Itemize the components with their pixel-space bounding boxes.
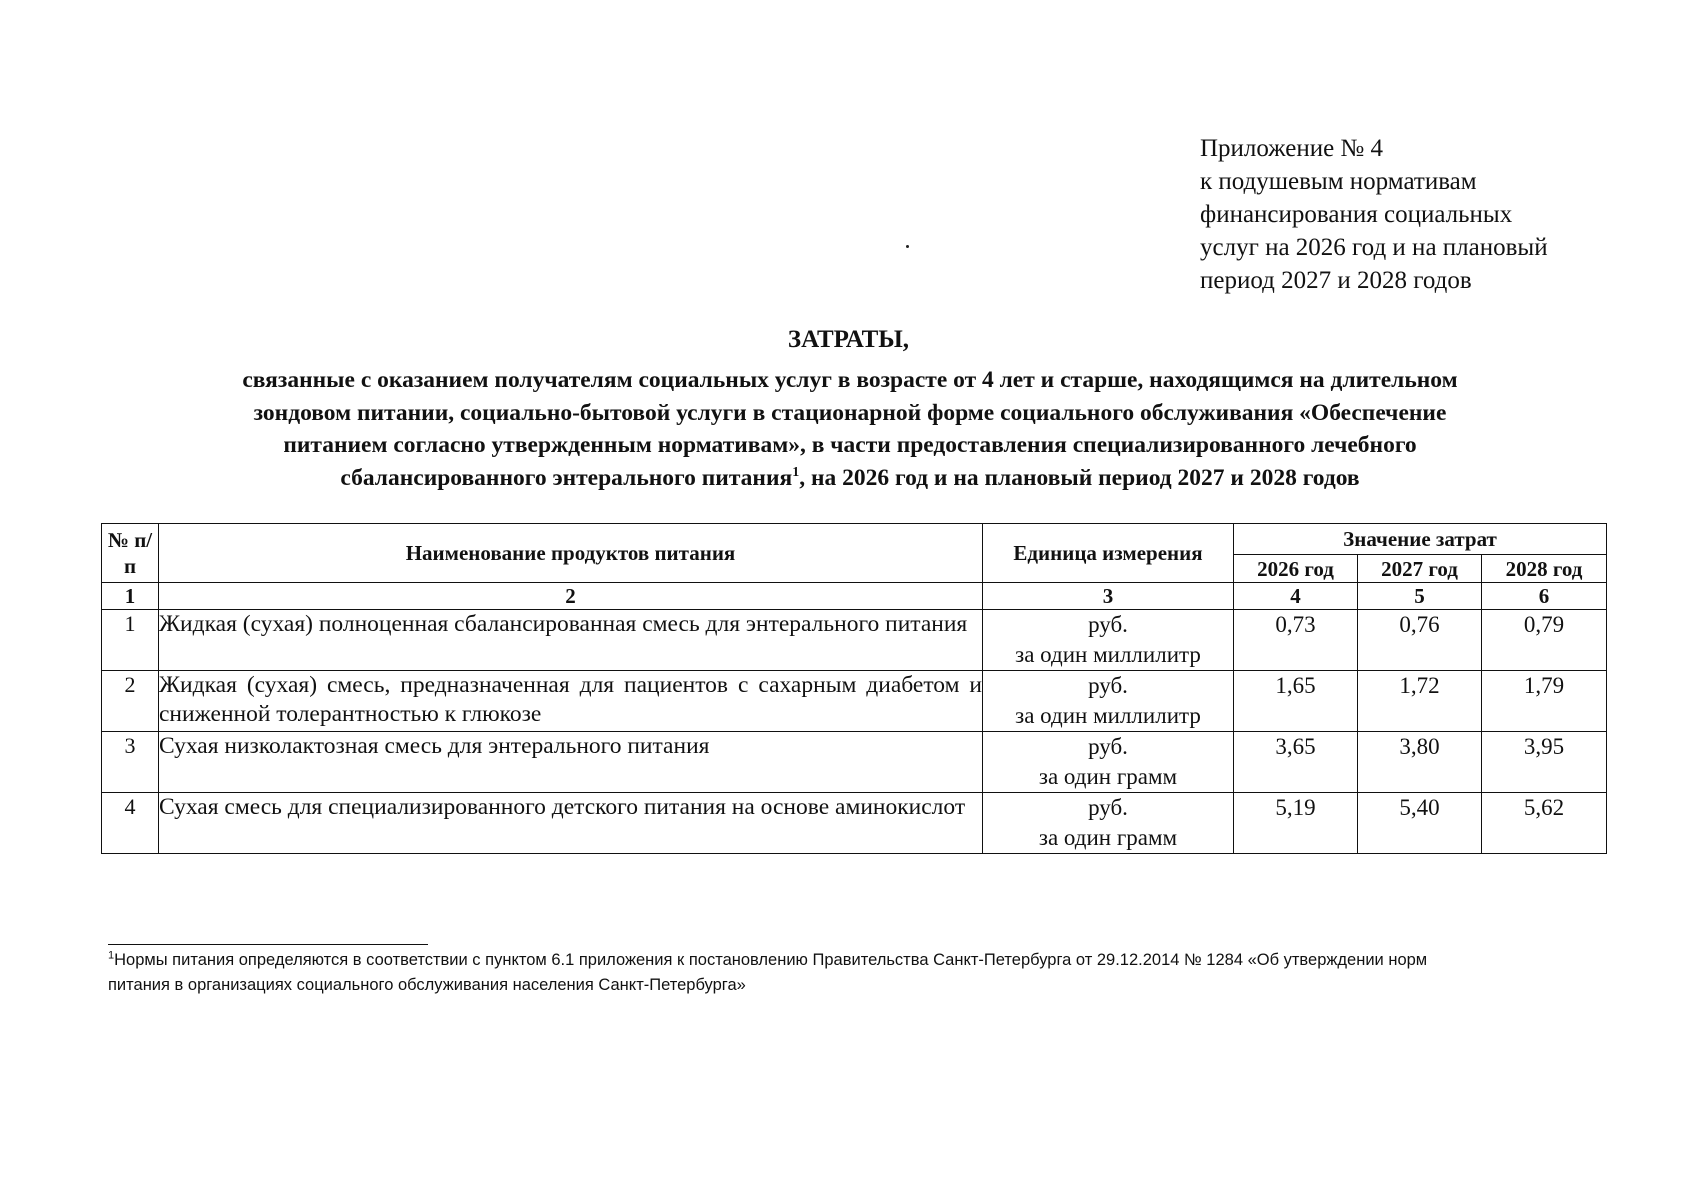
product-name: Жидкая (сухая) полноценная сбалансированная смесь для энтерального питания	[159, 610, 983, 671]
header-unit: Единица измерения	[983, 524, 1234, 583]
unit-currency: руб.	[1088, 673, 1128, 698]
row-number: 3	[102, 732, 159, 793]
value-2026: 3,65	[1234, 732, 1358, 793]
footnote-reference: 1	[792, 464, 800, 480]
unit-currency: руб.	[1088, 795, 1128, 820]
value-2028: 3,95	[1482, 732, 1607, 793]
product-name: Сухая низколактозная смесь для энтерального питания	[159, 732, 983, 793]
header-values-group: Значение затрат	[1234, 524, 1607, 555]
footnote-line	[108, 948, 1608, 973]
table-row	[102, 671, 1607, 732]
subtitle-line-start: сбалансированного энтерального питания	[340, 464, 793, 491]
subtitle-line: зондовом питании, социально-бытовой услуги в стационарной форме социального обслуживания «Обеспечение	[253, 399, 1447, 426]
value-2028: 1,79	[1482, 671, 1607, 732]
header-year-2026: 2026 год	[1234, 555, 1358, 583]
value-2026: 5,19	[1234, 793, 1358, 854]
value-2027: 0,76	[1358, 610, 1482, 671]
row-number: 1	[102, 610, 159, 671]
subtitle-line-end: , на 2026 год и на плановый период 2027 и 2028 годов	[799, 464, 1360, 491]
row-number: 4	[102, 793, 159, 854]
footnote-line: питания в организациях социального обслуживания населения Санкт-Петербурга»	[108, 976, 746, 994]
header-name: Наименование продуктов питания	[159, 524, 983, 583]
unit-measure: за один грамм	[1038, 764, 1178, 789]
footnote	[108, 948, 1608, 998]
unit-measure: за один грамм	[1038, 825, 1178, 850]
value-2027: 3,80	[1358, 732, 1482, 793]
header-year-2028: 2028 год	[1482, 555, 1607, 583]
footnote-divider	[108, 944, 428, 945]
subtitle-line	[90, 462, 1610, 495]
table-row	[102, 793, 1607, 854]
subtitle-line: питанием согласно утвержденным нормативам», в части предоставления специализированного лечебного	[283, 432, 1417, 458]
product-name: Сухая смесь для специализированного детского питания на основе аминокислот	[159, 793, 983, 854]
value-2027: 1,72	[1358, 671, 1482, 732]
header-num: № п/п	[102, 524, 159, 583]
value-2026: 1,65	[1234, 671, 1358, 732]
stray-dot	[906, 245, 909, 248]
appendix-line: период 2027 и 2028 годов	[1200, 267, 1472, 294]
table-row	[102, 732, 1607, 793]
header-year-2027: 2027 год	[1358, 555, 1482, 583]
column-number: 3	[983, 583, 1234, 610]
footnote-mark: 1	[108, 949, 115, 962]
unit-measure: за один миллилитр	[1015, 703, 1201, 728]
unit-currency: руб.	[1088, 734, 1128, 759]
unit-currency: руб.	[1088, 612, 1128, 637]
value-2028: 5,62	[1482, 793, 1607, 854]
unit-cell	[983, 671, 1234, 732]
table-row	[102, 610, 1607, 671]
unit-cell	[983, 610, 1234, 671]
column-number: 5	[1358, 583, 1482, 610]
unit-measure: за один миллилитр	[1015, 642, 1201, 667]
value-2027: 5,40	[1358, 793, 1482, 854]
appendix-line: Приложение № 4	[1200, 135, 1384, 162]
appendix-line: к подушевым нормативам	[1200, 168, 1477, 195]
column-number: 1	[102, 583, 159, 610]
value-2028: 0,79	[1482, 610, 1607, 671]
unit-cell	[983, 732, 1234, 793]
appendix-block	[1200, 132, 1660, 297]
column-number: 6	[1482, 583, 1607, 610]
column-number: 2	[159, 583, 983, 610]
document-title: ЗАТРАТЫ,	[787, 326, 910, 353]
document-subtitle	[90, 364, 1610, 494]
appendix-line: услуг на 2026 год и на плановый	[1200, 234, 1548, 261]
footnote-text: Нормы питания определяются в соответствии с пунктом 6.1 приложения к постановлению Правительства Санкт-Петербурга от 29.12.2014 № 1284 «Об утверждении норм	[114, 951, 1428, 969]
value-2026: 0,73	[1234, 610, 1358, 671]
product-name: Жидкая (сухая) смесь, предназначенная для пациентов с сахарным диабетом и сниженной толерантностью к глюкозе	[159, 671, 983, 732]
unit-cell	[983, 793, 1234, 854]
column-number: 4	[1234, 583, 1358, 610]
row-number: 2	[102, 671, 159, 732]
costs-table	[101, 523, 1607, 854]
appendix-line: финансирования социальных	[1200, 201, 1513, 228]
subtitle-line: связанные с оказанием получателям социальных услуг в возрасте от 4 лет и старше, находящимся на длительном	[242, 367, 1458, 393]
